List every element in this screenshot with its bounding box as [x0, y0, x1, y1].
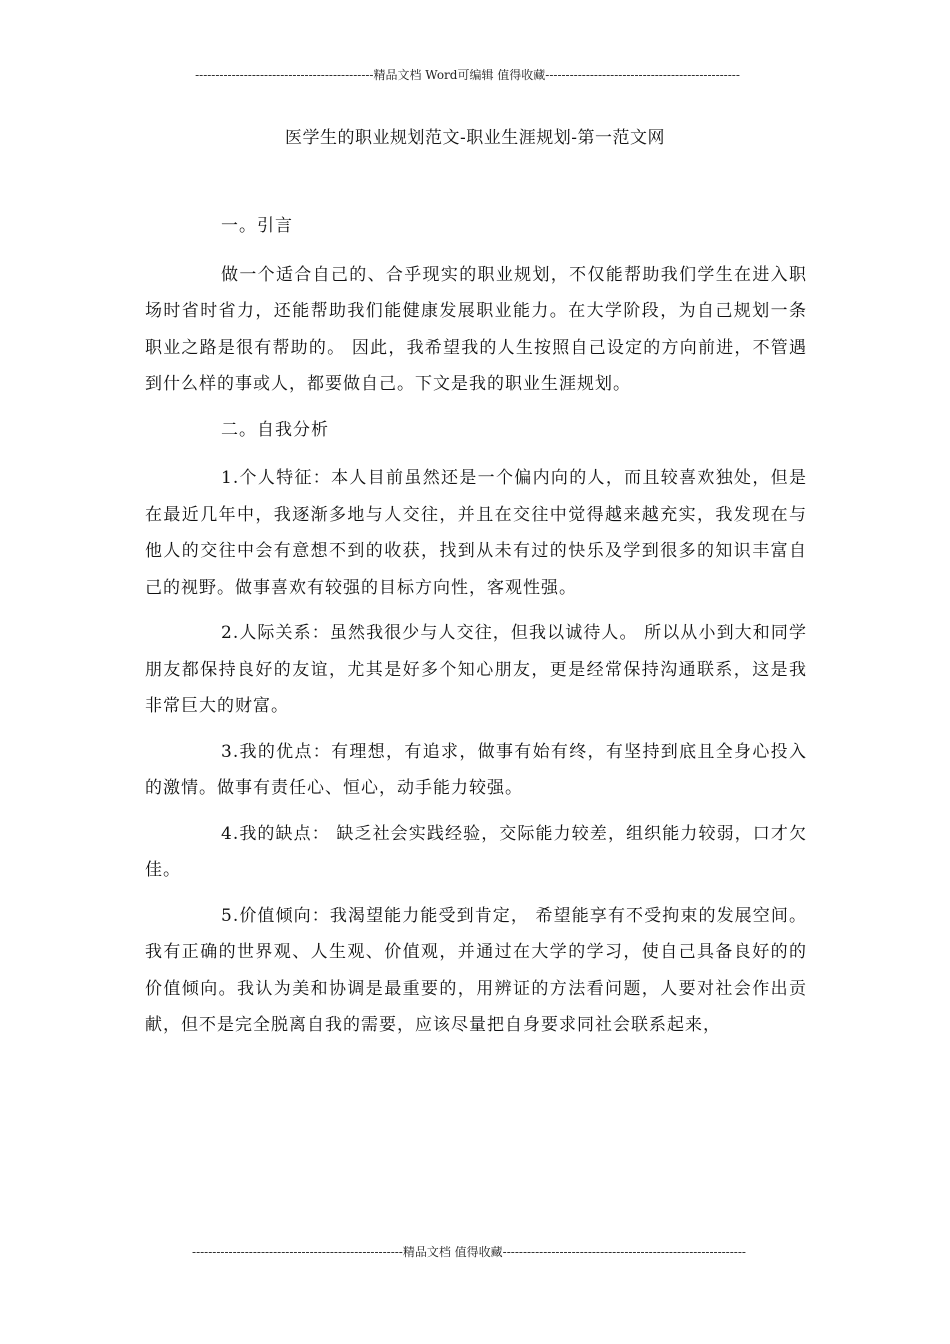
section-heading-intro: 一。引言: [221, 216, 293, 236]
section-heading-self-analysis: 二。自我分析: [221, 419, 329, 440]
paragraph-personal-traits: 1.个人特征：本人目前虽然还是一个偏内向的人，而且较喜欢独处，但是在最近几年中，我逐渐多地与人交往，并且在交往中觉得越来越充实，我发现在与他人的交往中会有意想不到的收获，找到从未有过的快乐及学到很多的知识丰富自己的视野。做事喜欢有较强的目标方向性，客观性强。: [145, 468, 807, 598]
paragraph-intro: 做一个适合自己的、合乎现实的职业规划，不仅能帮助我们学生在进入职场时省时省力，还能帮助我们能健康发展职业能力。在大学阶段，为自己规划一条职业之路是很有帮助的。 因此，我希望我的人生按照自己设定的方向前进，不管遇到什么样的事或人，都要做自己。下文是我的职业生涯规划。: [145, 264, 807, 394]
document-title: 医学生的职业规划范文-职业生涯规划-第一范文网: [285, 128, 665, 148]
paragraph-values: 5.价值倾向：我渴望能力能受到肯定， 希望能享有不受拘束的发展空间。我有正确的世界观、人生观、价值观，并通过在大学的学习，使自己具备良好的的价值倾向。我认为美和协调是最重要的，用辨证的方法看问题，人要对社会作出贡献，但不是完全脱离自我的需要，应该尽量把自身要求同社会联系起来，: [145, 905, 807, 1035]
document-body: [145, 208, 807, 1053]
page-header-watermark: --------------------------------------------精品文档 Word可编辑 值得收藏------------------------------------------------: [195, 68, 740, 82]
paragraph-strengths: 3.我的优点：有理想，有追求，做事有始有终，有坚持到底且全身心投入的激情。做事有责任心、恒心，动手能力较强。: [145, 741, 807, 798]
paragraph-weaknesses: 4.我的缺点： 缺乏社会实践经验，交际能力较差，组织能力较弱，口才欠佳。: [145, 823, 807, 880]
page-footer-watermark: ----------------------------------------------------精品文档 值得收藏------------------------------------------------------------: [192, 1245, 746, 1259]
paragraph-relationships: 2.人际关系：虽然我很少与人交往，但我以诚待人。 所以从小到大和同学朋友都保持良好的友谊，尤其是好多个知心朋友，更是经常保持沟通联系，这是我非常巨大的财富。: [145, 623, 807, 716]
